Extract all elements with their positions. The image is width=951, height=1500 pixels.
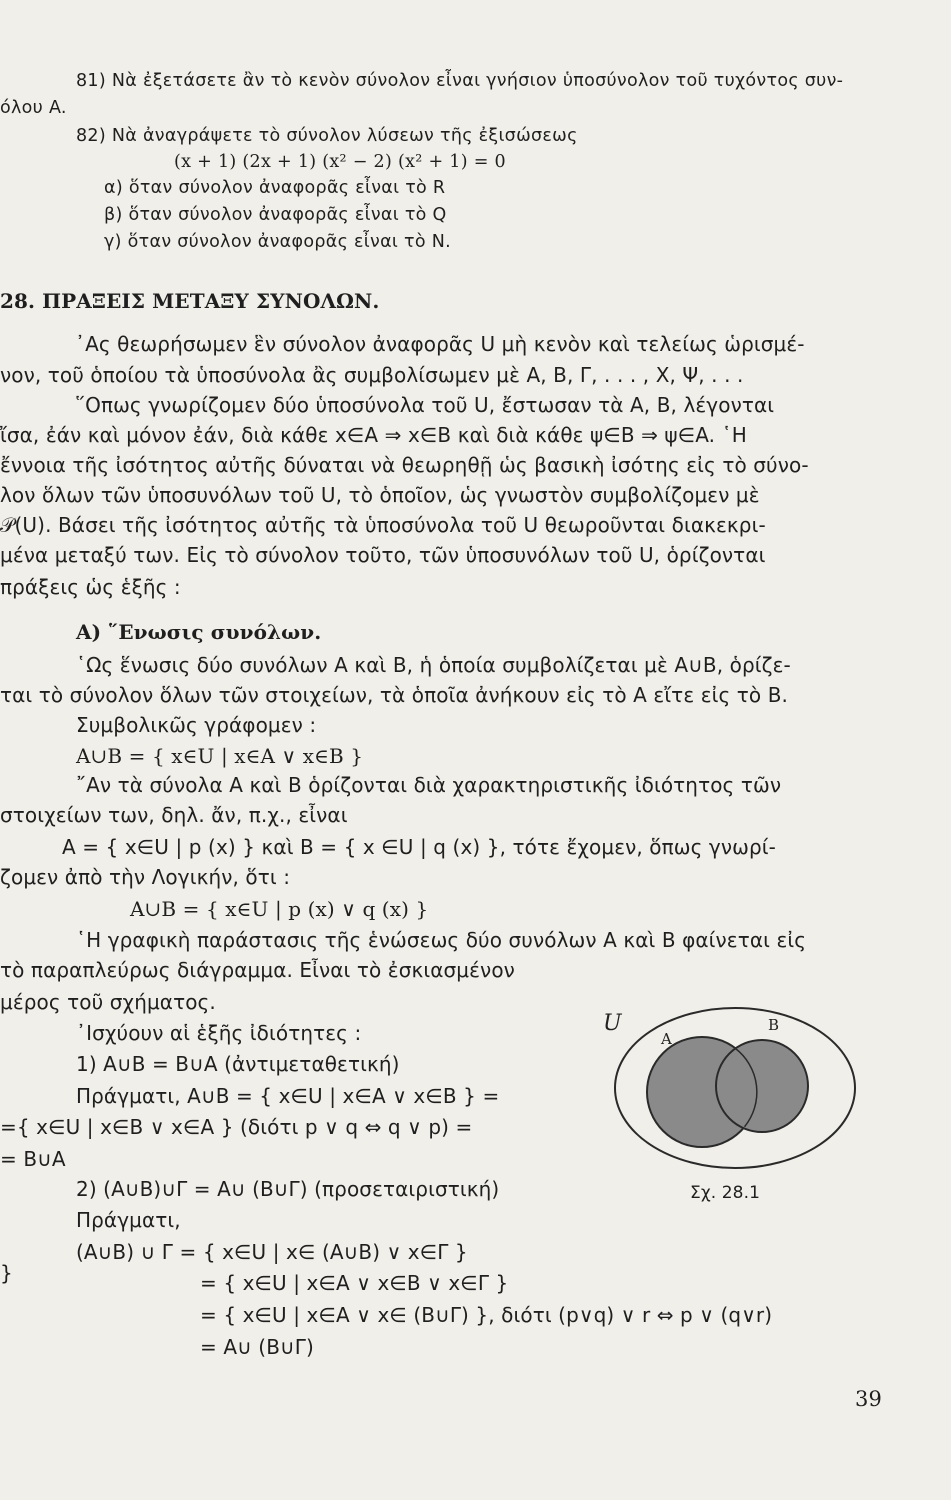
- text-line: ={ x∈U | x∈B ∨ x∈A } (διότι p ∨ q ⇔ q ∨ p) =: [0, 1115, 473, 1139]
- page-number: 39: [855, 1387, 882, 1411]
- text-line: Πράγματι, A∪B = { x∈U | x∈A ∨ x∈B } =: [76, 1084, 500, 1108]
- formula-line: = A∪ (B∪Γ): [200, 1335, 314, 1359]
- margin-brace: }: [0, 1261, 13, 1285]
- text-line: ᾿Ισχύουν αἱ ἑξῆς ἰδιότητες :: [76, 1021, 362, 1045]
- paragraph-line: ἴσα, ἐάν καὶ μόνον ἐάν, διὰ κάθε x∈A ⇒ x∈B καὶ διὰ κάθε ψ∈B ⇒ ψ∈A. ῾Η: [0, 423, 747, 447]
- figure-caption: Σχ. 28.1: [690, 1183, 761, 1203]
- label-a: A: [661, 1030, 672, 1048]
- text-line: = B∪A: [0, 1147, 66, 1171]
- venn-diagram-figure: [585, 1000, 865, 1180]
- exercise-81-line-1: 81) Νὰ ἐξετάσετε ἂν τὸ κενὸν σύνολον εἶναι γνήσιον ὑποσύνολον τοῦ τυχόντος συν-: [76, 71, 844, 91]
- text-line: ῎Αν τὰ σύνολα A καὶ B ὁρίζονται διὰ χαρακτηριστικῆς ἰδιότητος τῶν: [76, 773, 782, 797]
- property-line: 2) (A∪B)∪Γ = A∪ (B∪Γ) (προσεταιριστική): [76, 1177, 500, 1201]
- paragraph-line: ἔννοια τῆς ἰσότητος αὐτῆς δύναται νὰ θεωρηθῇ ὡς βασικὴ ἰσότης εἰς τὸ σύνο-: [0, 453, 809, 477]
- exercise-82-line-1: 82) Νὰ ἀναγράψετε τὸ σύνολον λύσεων τῆς ἐξισώσεως: [76, 126, 578, 146]
- label-b: B: [768, 1016, 780, 1034]
- paragraph-line: ᾿Ας θεωρήσωμεν ἓν σύνολον ἀναφορᾶς U μὴ κενὸν καὶ τελείως ὡρισμέ-: [75, 332, 805, 356]
- formula-line: = { x∈U | x∈A ∨ x∈B ∨ x∈Γ }: [200, 1271, 509, 1295]
- text-line: στοιχείων των, δηλ. ἄν, π.χ., εἶναι: [0, 803, 348, 827]
- paragraph-line: πράξεις ὡς ἑξῆς :: [0, 575, 181, 599]
- paragraph-line: 𝒫(U). Βάσει τῆς ἰσότητος αὐτῆς τὰ ὑποσύνολα τοῦ U θεωροῦνται διακεκρι-: [0, 513, 766, 537]
- exercise-81-line-2: όλου A.: [0, 98, 67, 118]
- text-line: ῾Η γραφικὴ παράστασις τῆς ἑνώσεως δύο συνόλων A καὶ B φαίνεται εἰς: [76, 928, 807, 952]
- set-b-circle: [716, 1040, 808, 1132]
- formula-line: A∪B = { x∈U | p (x) ∨ q (x) }: [130, 897, 429, 921]
- text-line: Πράγματι,: [76, 1208, 181, 1232]
- text-line: ζομεν ἀπὸ τὴν Λογικήν, ὅτι :: [0, 865, 291, 889]
- label-u: U: [603, 1011, 622, 1036]
- paragraph-line: λον ὅλων τῶν ὑποσυνόλων τοῦ U, τὸ ὁποῖον, ὡς γνωστὸν συμβολίζομεν μὲ: [0, 483, 760, 507]
- formula-line: A∪B = { x∈U | x∈A ∨ x∈B }: [76, 744, 364, 768]
- paragraph-line: νον, τοῦ ὁποίου τὰ ὑποσύνολα ἂς συμβολίσωμεν μὲ A, B, Γ, . . . , X, Ψ, . . .: [0, 363, 744, 387]
- formula-line: (A∪B) ∪ Γ = { x∈U | x∈ (A∪B) ∨ x∈Γ }: [76, 1240, 468, 1264]
- text-line: Συμβολικῶς γράφομεν :: [76, 713, 317, 737]
- text-line: ῾Ως ἕνωσις δύο συνόλων A καὶ B, ἡ ὁποία συμβολίζεται μὲ A∪B, ὁρίζε-: [76, 653, 791, 677]
- exercise-82-part-a: α) ὅταν σύνολον ἀναφορᾶς εἶναι τὸ R: [104, 178, 446, 198]
- exercise-82-part-b: β) ὅταν σύνολον ἀναφορᾶς εἶναι τὸ Q: [104, 205, 447, 225]
- text-line: A = { x∈U | p (x) } καὶ B = { x ∈U | q (x) }, τότε ἔχομεν, ὅπως γνωρί-: [62, 835, 776, 859]
- text-line: μέρος τοῦ σχήματος.: [0, 990, 216, 1014]
- subsection-heading: Α) ῞Ενωσις συνόλων.: [76, 620, 322, 644]
- section-title: 28. ΠΡΑΞΕΙΣ ΜΕΤΑΞΥ ΣΥΝΟΛΩΝ.: [0, 289, 380, 313]
- exercise-82-equation: (x + 1) (2x + 1) (x² − 2) (x² + 1) = 0: [174, 152, 506, 172]
- text-line: ται τὸ σύνολον ὅλων τῶν στοιχείων, τὰ ὁποῖα ἀνήκουν εἰς τὸ A εἴτε εἰς τὸ B.: [0, 683, 788, 707]
- property-line: 1) A∪B = B∪A (ἀντιμεταθετική): [76, 1052, 400, 1076]
- exercise-82-part-c: γ) ὅταν σύνολον ἀναφορᾶς εἶναι τὸ N.: [104, 232, 451, 252]
- paragraph-line: μένα μεταξύ των. Εἰς τὸ σύνολον τοῦτο, τῶν ὑποσυνόλων τοῦ U, ὁρίζονται: [0, 543, 766, 567]
- paragraph-line: ῞Οπως γνωρίζομεν δύο ὑποσύνολα τοῦ U, ἔστωσαν τὰ A, B, λέγονται: [75, 393, 775, 417]
- text-line: τὸ παραπλεύρως διάγραμμα. Εἶναι τὸ ἐσκιασμένον: [0, 958, 515, 982]
- formula-line: = { x∈U | x∈A ∨ x∈ (B∪Γ) }, διότι (p∨q) ∨ r ⇔ p ∨ (q∨r): [200, 1303, 773, 1327]
